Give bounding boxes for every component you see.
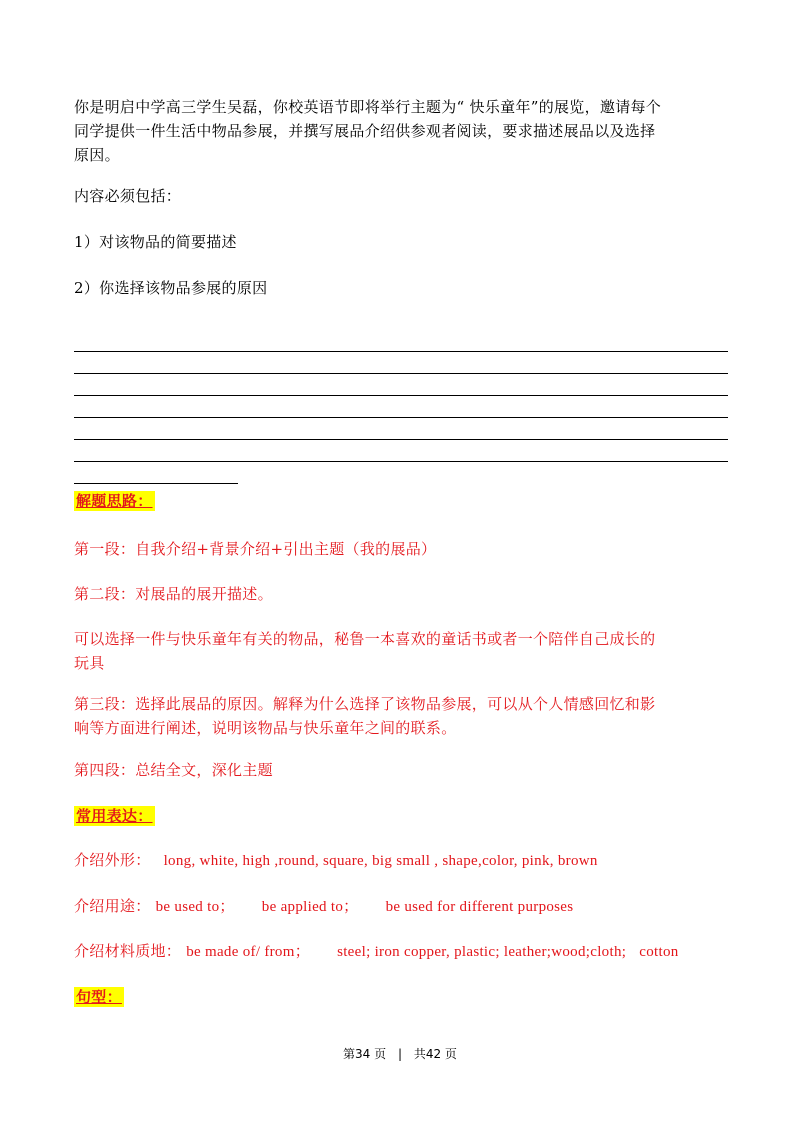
- use-item-2: be applied to；: [261, 899, 359, 915]
- writing-line: [74, 418, 728, 440]
- material-item-2: steel; iron copper, plastic; leather;wood;cloth;: [337, 944, 627, 960]
- appearance-text: long, white, high ,round, square, big small , shape,color, pink, brown: [163, 853, 598, 869]
- expression-use: [74, 894, 730, 919]
- writing-area: [74, 330, 728, 484]
- writing-line: [74, 374, 728, 396]
- analysis-para-3: [74, 627, 730, 675]
- sentence-patterns-heading-block: [74, 985, 730, 1009]
- requirement-item-2: 2）你选择该物品参展的原因: [74, 279, 268, 297]
- writing-line: [74, 396, 728, 418]
- analysis-para-4: [74, 692, 730, 740]
- content-intro: 内容必须包括：: [74, 187, 182, 205]
- page-total: 共42 页: [413, 1047, 457, 1061]
- writing-line: [74, 330, 728, 352]
- analysis-para-1: 第一段：自我介绍+背景介绍+引出主题（我的展品）: [74, 540, 437, 558]
- page-footer: [0, 1045, 800, 1062]
- expression-material: [74, 939, 730, 964]
- writing-line: [74, 440, 728, 462]
- prompt-line-3: 原因。: [74, 146, 120, 164]
- analysis-para-4-line-1: 第三段：选择此展品的原因。解释为什么选择了该物品参展，可以从个人情感回忆和影: [74, 695, 656, 713]
- expressions-heading-block: [74, 804, 730, 828]
- sentence-patterns-heading: 句型：: [76, 988, 122, 1006]
- page-current: 第34 页: [343, 1047, 387, 1061]
- analysis-para-3-line-2: 玩具: [74, 654, 105, 672]
- material-item-3: cotton: [639, 944, 679, 960]
- expressions-heading: 常用表达：: [76, 807, 153, 825]
- prompt-paragraph: [74, 95, 730, 167]
- appearance-label: 介绍外形：: [74, 851, 151, 869]
- prompt-line-2: 同学提供一件生活中物品参展，并撰写展品介绍供参观者阅读，要求描述展品以及选择: [74, 122, 656, 140]
- expression-appearance: [74, 848, 730, 873]
- use-item-1: be used to；: [155, 899, 235, 915]
- requirement-item-1: 1）对该物品的简要描述: [74, 233, 237, 251]
- analysis-para-2: 第二段：对展品的展开描述。: [74, 585, 273, 603]
- use-label: 介绍用途：: [74, 897, 151, 915]
- analysis-heading-block: [74, 489, 730, 513]
- material-item-1: be made of/ from；: [186, 944, 310, 960]
- analysis-para-5: 第四段：总结全文，深化主题: [74, 761, 273, 779]
- writing-line: [74, 352, 728, 374]
- analysis-para-4-line-2: 响等方面进行阐述，说明该物品与快乐童年之间的联系。: [74, 719, 457, 737]
- footer-separator: |: [397, 1047, 403, 1061]
- analysis-heading: 解题思路：: [76, 492, 153, 510]
- use-item-3: be used for different purposes: [385, 899, 574, 915]
- material-label: 介绍材料质地：: [74, 942, 182, 960]
- writing-line-short: [74, 462, 238, 484]
- analysis-para-3-line-1: 可以选择一件与快乐童年有关的物品，秘鲁一本喜欢的童话书或者一个陪伴自己成长的: [74, 630, 656, 648]
- prompt-line-1: 你是明启中学高三学生吴磊，你校英语节即将举行主题为“ 快乐童年”的展览，邀请每个: [74, 98, 662, 116]
